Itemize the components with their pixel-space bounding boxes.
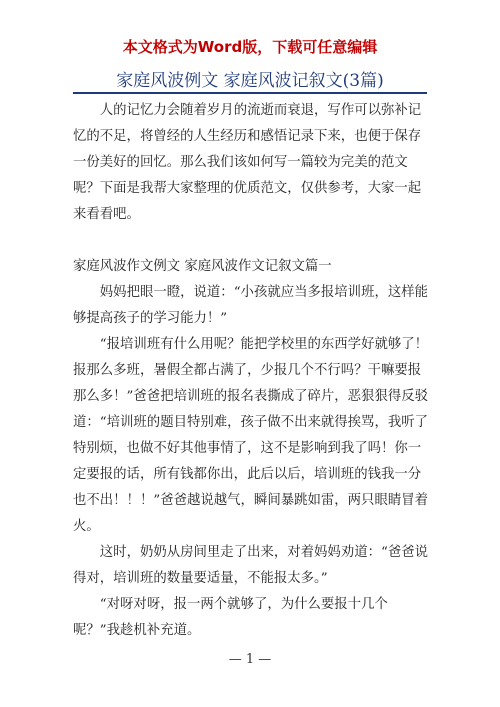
page-number: — 1 — (228, 652, 272, 667)
body-paragraph-2: “报培训班有什么用呢？能把学校里的东西学好就够了！报那么多班，暑假全都占满了，少报几个不行吗？干嘛要报那么多！”爸爸把培训班的报名表撕成了碎片，恶狠狠得反驳道：“培训班的题目特别难，孩子做不出来就得挨骂，我听了特别烦，也做不好其他事情了，这不是影响到我了吗！你一定要报的话，所有钱都你出，此后以后，培训班的钱我一分也不出！！！”爸爸越说越气，瞬间暴跳如雷，两只眼睛冒着火。 (73, 337, 429, 534)
body-paragraph-4: “对呀对呀，报一两个就够了，为什么要报十几个呢？”我趁机补充道。 (73, 597, 388, 638)
intro-paragraph: 人的记忆力会随着岁月的流逝而衰退，写作可以弥补记忆的不足，将曾经的人生经历和感悟记录下来，也便于保存一份美好的回忆。那么我们该如何写一篇较为完美的范文呢？下面是我帮大家整理的优质范文，仅供参考，大家一起来看看吧。 (73, 103, 422, 222)
section-heading: 家庭风波作文例文 家庭风波作文记叙文篇一 (73, 259, 332, 274)
paragraph-gap (73, 228, 429, 254)
title-divider (73, 92, 427, 94)
document-body (73, 98, 429, 644)
body-paragraph-1: 妈妈把眼一瞪，说道：“小孩就应当多报培训班，这样能够提高孩子的学习能力！” (73, 285, 429, 326)
document-title: 家庭风波例文 家庭风波记叙文(3篇) (116, 71, 384, 91)
body-paragraph-3: 这时，奶奶从房间里走了出来，对着妈妈劝道：“爸爸说得对，培训班的数量要适量，不能报太多。” (73, 545, 429, 586)
format-banner: 本文格式为Word版，下载可任意编辑 (122, 38, 378, 56)
